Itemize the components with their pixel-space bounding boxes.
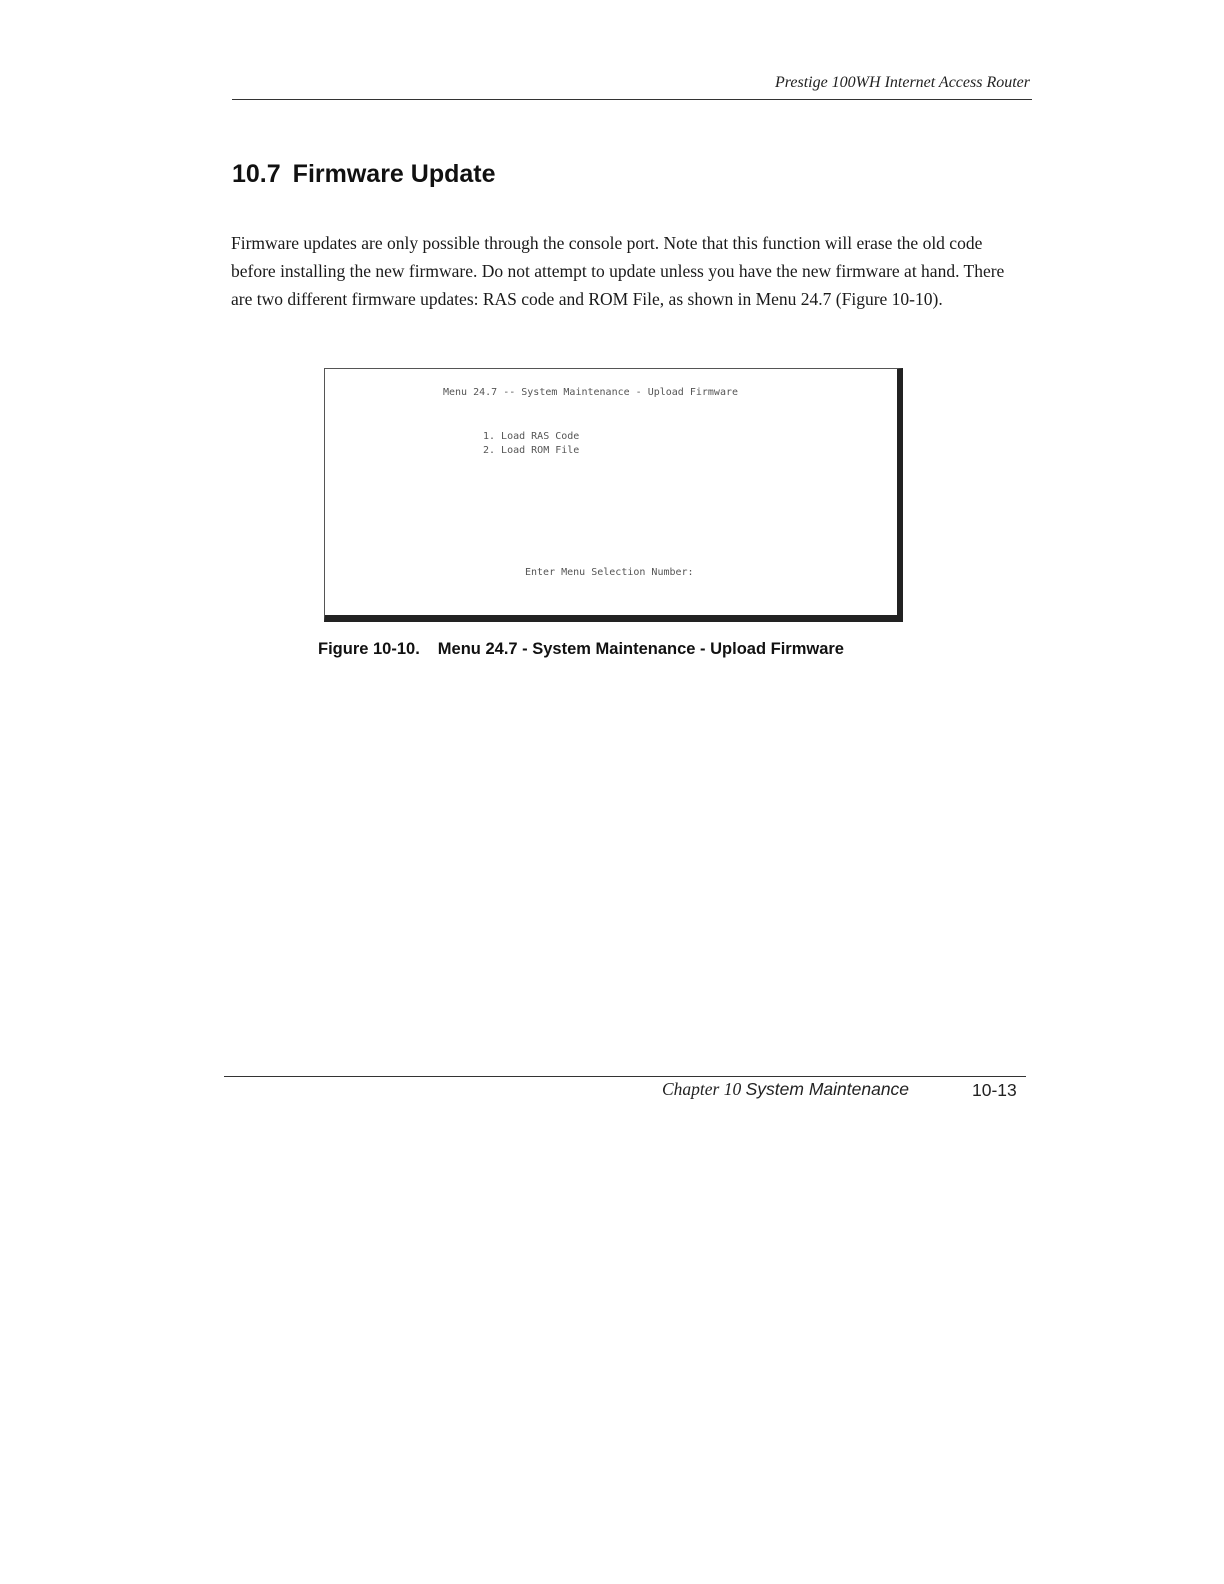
section-title: Firmware Update xyxy=(292,160,496,188)
footer-page-number: 10-13 xyxy=(972,1080,1017,1100)
figure-caption-text: Menu 24.7 - System Maintenance - Upload Firmware xyxy=(437,640,844,658)
footer-rule xyxy=(224,1076,1026,1077)
terminal-selection-prompt: Enter Menu Selection Number: xyxy=(525,567,694,578)
running-header: Prestige 100WH Internet Access Router xyxy=(774,74,1030,91)
terminal-menu-item-load-rom-file: 2. Load ROM File xyxy=(483,445,580,456)
header-rule xyxy=(232,99,1032,100)
section-number: 10.7 xyxy=(232,160,281,188)
footer-chapter-name: System Maintenance xyxy=(745,1079,910,1099)
footer-chapter xyxy=(662,1079,909,1100)
figure-caption xyxy=(318,640,844,659)
footer-chapter-number: Chapter 10 xyxy=(662,1079,742,1099)
section-heading xyxy=(232,160,496,189)
terminal-menu-title: Menu 24.7 -- System Maintenance - Upload Firmware xyxy=(443,387,739,398)
figure-label: Figure 10-10. xyxy=(318,640,420,658)
terminal-screenshot xyxy=(324,368,903,622)
body-paragraph: Firmware updates are only possible through the console port. Note that this function will erase the old code before installing the new firmware. Do not attempt to update unless you have the new firmware at hand. There are two different firmware updates: RAS code and ROM File, as shown in Menu 24.7 (Figure 10-10). xyxy=(231,233,1005,309)
terminal-menu-item-load-ras-code: 1. Load RAS Code xyxy=(483,431,580,442)
